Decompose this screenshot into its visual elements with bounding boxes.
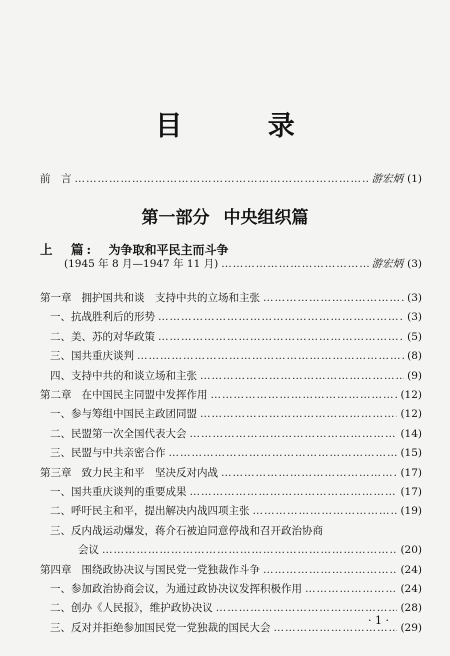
part-label: 上 篇: [40,242,95,257]
toc-chapter[interactable] [40,563,422,578]
leader-dots [102,543,397,558]
entry-page: (20) [400,544,422,557]
entry-title: 创办《人民报》，维护政协决议 [71,602,213,615]
entry-title: 反对并拒绝参加国民党一党独裁的国民大会 [71,621,271,634]
part-heading [40,240,229,258]
entry-page: (9) [407,369,422,382]
leader-dots [263,563,397,578]
entry-page: (19) [400,505,422,518]
leader-dots [190,485,398,500]
toc-entry[interactable] [50,601,422,616]
toc-chapter[interactable] [40,466,422,481]
entry-title: 致力民主和平 坚决反对内战 [81,466,218,479]
toc-chapter[interactable] [40,388,422,403]
leader-dots [211,388,398,403]
toc-chapter[interactable] [40,291,422,306]
toc-entry[interactable] [50,524,422,539]
toc-entry[interactable] [50,621,422,636]
leader-dots [158,330,404,345]
entry-label: 第二章 [40,389,72,401]
leader-dots [305,582,397,597]
entry-label: 三、 [50,621,71,634]
entry-label: 一、 [50,408,71,421]
toc-entry[interactable] [50,330,422,345]
entry-page: (28) [400,602,422,615]
toc-entry[interactable] [50,310,422,325]
entry-title: 参与筹组中国民主政团同盟 [71,408,197,421]
entry-title: 民盟与中共亲密合作 [71,447,166,460]
entry-page: (3) [407,292,422,304]
entry-label: 二、 [50,427,71,440]
part-author: 游宏炳 [371,258,404,270]
leader-dots [200,407,397,422]
entry-title: 参加政治协商会议，为通过政协决议发挥积极作用 [71,583,302,595]
entry-label: 三、 [50,350,71,363]
entry-page: (3) [407,311,422,324]
entry-label: 二、 [50,505,71,518]
entry-label: 二、 [50,330,71,343]
entry-label: 第一章 [40,292,72,304]
entry-label: 三、 [50,524,71,537]
entry-label: 第三章 [40,466,72,479]
entry-title: 呼吁民主和平，提出解决内战四项主张 [71,505,250,518]
toc-entry[interactable] [50,427,422,442]
entry-title: 民盟第一次全国代表大会 [71,427,187,440]
entry-page: (5) [407,330,422,343]
entry-label: 一、 [50,486,71,498]
entry-label: 四、 [50,369,71,382]
entry-title: 拥护国共和谈 支持中共的立场和主张 [81,292,260,304]
section-heading [0,203,450,228]
entry-page: (12) [400,408,422,421]
entry-title: 美、苏的对华政策 [71,330,155,343]
leader-dots [190,427,398,442]
entry-page: (12) [400,389,422,401]
entry-page: (14) [400,427,422,440]
toc-entry[interactable] [50,369,422,384]
entry-page: (24) [400,563,422,576]
leader-dots [221,466,397,481]
toc-entry-continued[interactable] [78,543,422,558]
part-period: (1945 年 8 月—1947 年 11 月) [64,258,219,270]
entry-title: 反内战运动爆发，蒋介石被迫同意停战和召开政治协商 [71,524,323,537]
entry-label: 二、 [50,602,71,615]
leader-dots [253,504,398,519]
entry-page: (17) [400,486,422,498]
section-part: 第一部分 [141,208,210,228]
entry-page: (8) [407,350,422,363]
leader-dots [200,369,404,384]
entry-page: (17) [400,466,422,479]
leader-dots [169,446,398,461]
preface-author: 游宏炳 [371,173,404,185]
leader-dots [75,172,369,187]
leader-dots [221,257,368,272]
entry-label: 一、 [50,583,71,595]
toc-entry[interactable] [50,582,422,597]
part-title: 为争取和平民主而斗争 [108,243,229,257]
toc-preface[interactable] [40,172,422,187]
preface-label: 前 言 [40,173,72,185]
toc-entry[interactable] [50,485,422,500]
page-number: · 1 · [368,614,389,627]
leader-dots [263,291,404,306]
entry-title: 支持中共的和谈立场和主张 [71,369,197,382]
entry-title: 国共重庆谈判 [71,350,134,363]
entry-page: (29) [400,621,422,634]
entry-title: 抗战胜利后的形势 [71,311,155,324]
toc-part-period[interactable] [64,257,422,272]
entry-title: 在中国民主同盟中发挥作用 [81,389,208,401]
page-title: 目 录 [155,111,333,142]
preface-page: (1) [407,173,422,185]
entry-page: (15) [400,447,422,460]
entry-label: 三、 [50,447,71,460]
leader-dots [158,310,404,325]
section-name: 中央组织篇 [223,208,309,228]
entry-page: (24) [400,583,422,595]
entry-label: 第四章 [40,563,72,576]
toc-entry[interactable] [50,407,422,422]
part-page: (3) [407,258,422,270]
entry-label: 一、 [50,311,71,324]
entry-title-cont: 会议 [78,544,99,557]
entry-title: 国共重庆谈判的重要成果 [71,486,187,498]
leader-dots [137,349,404,364]
toc-entry[interactable] [50,446,422,461]
toc-entry[interactable] [50,504,422,519]
toc-entry[interactable] [50,349,422,364]
entry-title: 围绕政协决议与国民党一党独裁作斗争 [81,563,260,576]
